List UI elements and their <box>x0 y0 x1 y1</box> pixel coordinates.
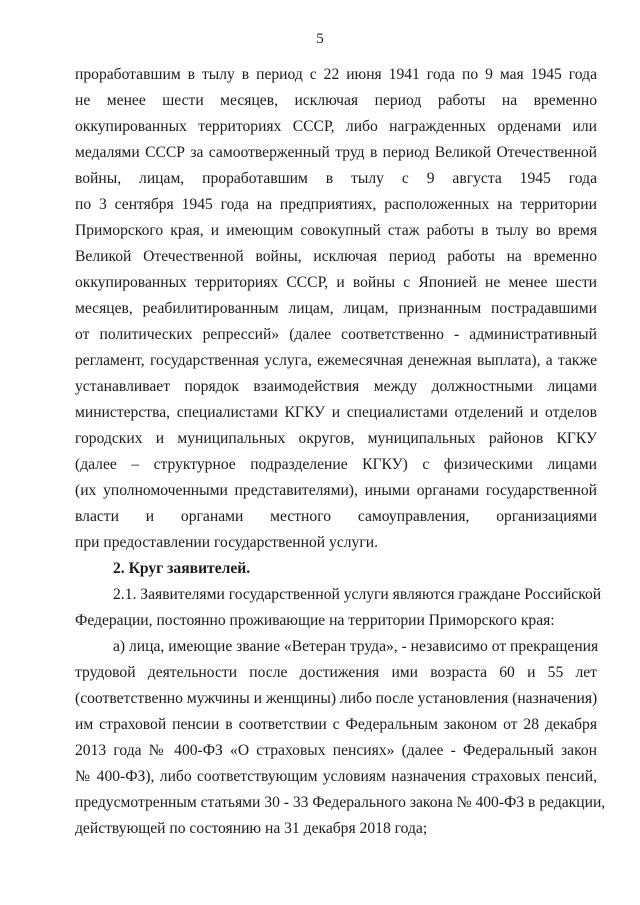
paragraph-line: городских и муниципальных округов, муниципальных районов КГКУ <box>75 430 597 447</box>
paragraph-line: войны, лицам, проработавшим в тылу с 9 августа 1945 года <box>75 170 597 187</box>
paragraph-line: оккупированных территориях СССР, и войны с Японией не менее шести <box>75 274 597 291</box>
paragraph-line: по 3 сентября 1945 года на предприятиях, расположенных на территории <box>75 196 597 213</box>
paragraph-line: Великой Отечественной войны, исключая период работы на временно <box>75 248 597 265</box>
paragraph-line: устанавливает порядок взаимодействия между должностными лицами <box>75 378 597 395</box>
paragraph-line: предусмотренным статьями 30 - 33 Федерального закона № 400-ФЗ в редакции, <box>75 794 606 811</box>
paragraph-line: (их уполномоченными представителями), иными органами государственной <box>75 482 597 499</box>
paragraph-line: 2013 года № 400-ФЗ «О страховых пенсиях» (далее - Федеральный закон <box>75 742 597 759</box>
paragraph-line: проработавшим в тылу в период с 22 июня 1941 года по 9 мая 1945 года <box>75 66 597 83</box>
paragraph-line: трудовой деятельности после достижения ими возраста 60 и 55 лет <box>75 664 597 681</box>
paragraph-line: (далее – структурное подразделение КГКУ) с физическими лицами <box>75 456 597 473</box>
paragraph-line: оккупированных территориях СССР, либо награжденных орденами или <box>75 118 597 135</box>
page-number: 5 <box>316 31 324 47</box>
paragraph-line: министерства, специалистами КГКУ и специалистами отделений и отделов <box>75 404 597 421</box>
paragraph-line: месяцев, реабилитированным лицам, лицам, признанным пострадавшими <box>75 300 597 317</box>
paragraph-line: власти и органами местного самоуправления, организациями <box>75 508 597 525</box>
paragraph-line: не менее шести месяцев, исключая период работы на временно <box>75 92 597 109</box>
paragraph-line: 2.1. Заявителями государственной услуги являются граждане Российской <box>113 586 602 603</box>
paragraph-line: регламент, государственная услуга, ежемесячная денежная выплата), а также <box>75 352 597 369</box>
paragraph-line: а) лица, имеющие звание «Ветеран труда», - независимо от прекращения <box>113 638 599 655</box>
paragraph-line: от политических репрессий» (далее соответственно - административный <box>75 326 597 343</box>
paragraph-line: при предоставлении государственной услуги. <box>75 534 378 551</box>
section-heading: 2. Круг заявителей. <box>113 560 251 577</box>
paragraph-line: им страховой пенсии в соответствии с Федеральным законом от 28 декабря <box>75 716 597 733</box>
paragraph-line: Федерации, постоянно проживающие на территории Приморского края: <box>75 612 555 629</box>
paragraph-line: медалями СССР за самоотверженный труд в период Великой Отечественной <box>75 144 597 161</box>
paragraph-line: № 400-ФЗ), либо соответствующим условиям назначения страховых пенсий, <box>75 768 597 785</box>
paragraph-line: действующей по состоянию на 31 декабря 2018 года; <box>75 820 428 837</box>
paragraph-line: Приморского края, и имеющим совокупный стаж работы в тылу во время <box>75 222 597 239</box>
paragraph-line: (соответственно мужчины и женщины) либо после установления (назначения) <box>75 690 598 707</box>
